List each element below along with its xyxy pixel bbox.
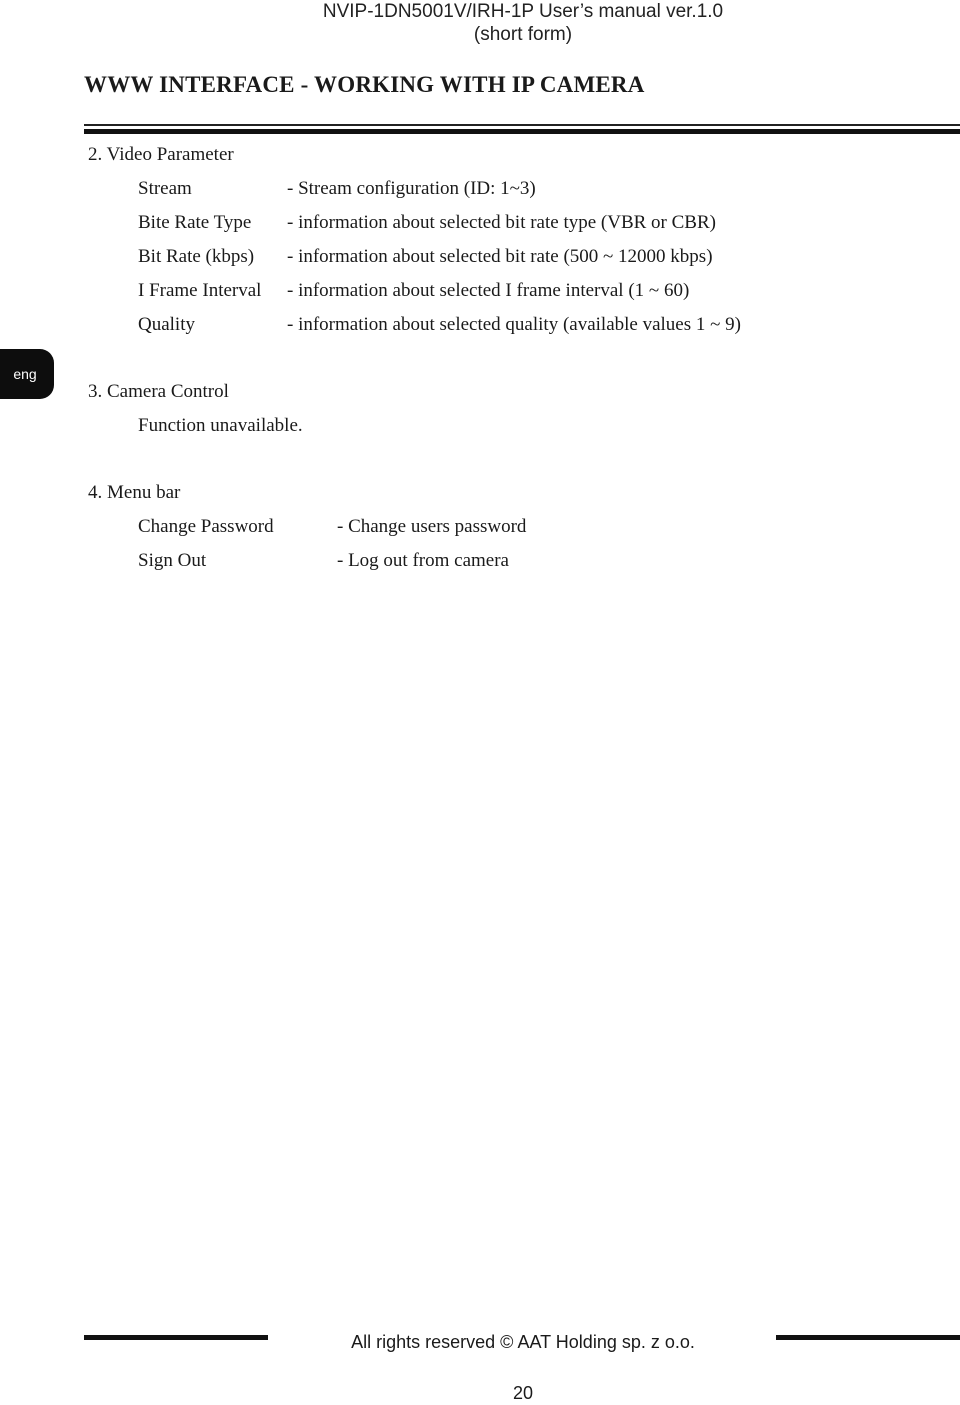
section-title: WWW INTERFACE - WORKING WITH IP CAMERA xyxy=(84,72,645,97)
footer-copyright: All rights reserved © AAT Holding sp. z o.o. xyxy=(351,1332,695,1352)
param-desc-bit-rate-type: - information about selected bit rate type (VBR or CBR) xyxy=(287,212,716,233)
camera-control-text: Function unavailable. xyxy=(138,415,303,436)
menu-bar-heading: 4. Menu bar xyxy=(88,482,181,503)
page-header xyxy=(0,0,960,46)
page-number: 20 xyxy=(512,1383,534,1403)
header-divider-thick xyxy=(84,129,960,134)
param-label-bit-rate: Bit Rate (kbps) xyxy=(138,246,255,267)
header-divider-thin xyxy=(84,124,960,126)
video-parameter-heading: 2. Video Parameter xyxy=(88,144,234,165)
menu-desc-change-password: - Change users password xyxy=(337,516,527,537)
param-label-quality: Quality xyxy=(138,314,195,335)
manual-title: NVIP-1DN5001V/IRH-1P User’s manual ver.1.0 xyxy=(322,1,724,22)
menu-label-sign-out: Sign Out xyxy=(138,550,207,571)
param-label-stream: Stream xyxy=(138,178,192,199)
param-desc-i-frame-interval: - information about selected I frame interval (1 ~ 60) xyxy=(287,280,690,301)
param-desc-quality: - information about selected quality (available values 1 ~ 9) xyxy=(287,314,741,335)
param-label-bit-rate-type: Bite Rate Type xyxy=(138,212,252,233)
camera-control-heading: 3. Camera Control xyxy=(88,381,229,402)
manual-subtitle: (short form) xyxy=(473,24,573,45)
language-tab: eng xyxy=(0,349,54,399)
param-label-i-frame-interval: I Frame Interval xyxy=(138,280,262,301)
menu-desc-sign-out: - Log out from camera xyxy=(337,550,509,571)
menu-label-change-password: Change Password xyxy=(138,516,274,537)
param-desc-bit-rate: - information about selected bit rate (500 ~ 12000 kbps) xyxy=(287,246,713,267)
param-desc-stream: - Stream configuration (ID: 1~3) xyxy=(287,178,536,199)
